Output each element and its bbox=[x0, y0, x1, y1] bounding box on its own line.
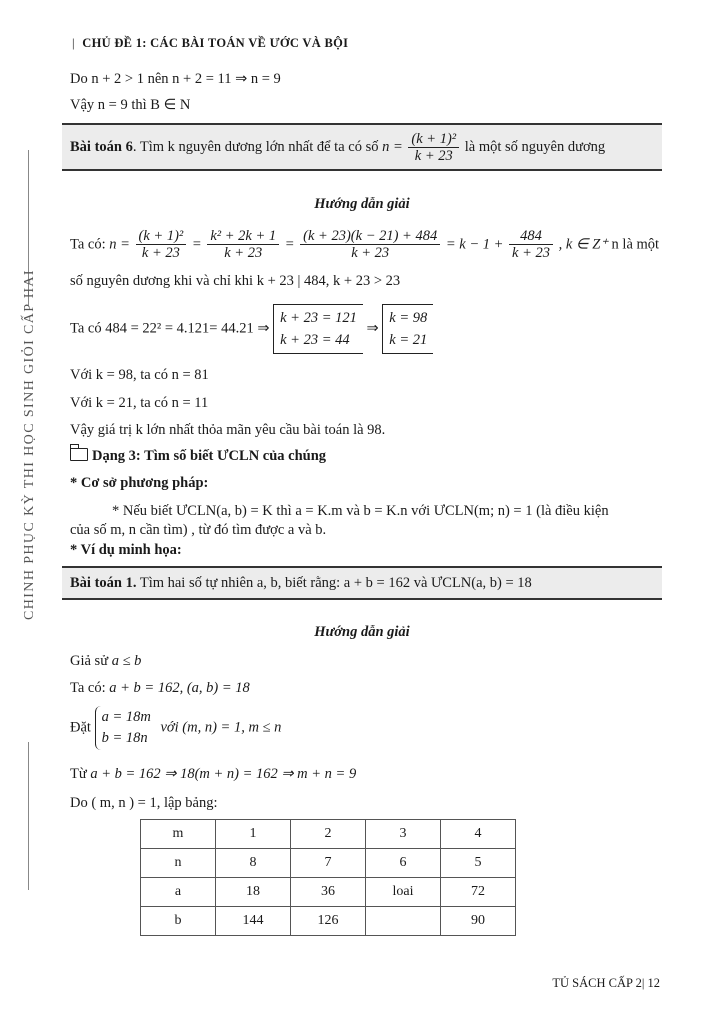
sol1-l1-pre: Giả sử bbox=[70, 653, 112, 669]
table-cell: 1 bbox=[216, 820, 291, 849]
problem-6-label: Bài toán 6 bbox=[70, 139, 133, 155]
method-text-2: của số m, n cần tìm) , từ đó tìm được a và b. bbox=[70, 522, 327, 538]
side-banner-text: CHINH PHỤC KỲ THI HỌC SINH GIỎI CẤP HAI bbox=[22, 269, 37, 620]
guide-title-1: Hướng dẫn giải bbox=[314, 196, 410, 212]
example-title: * Ví dụ minh họa: bbox=[70, 542, 182, 558]
values-table bbox=[140, 819, 516, 936]
sol6-ta-co: Ta có: bbox=[70, 236, 110, 253]
header-title: CHỦ ĐỀ 1: CÁC BÀI TOÁN VỀ ƯỚC VÀ BỘI bbox=[82, 36, 349, 50]
sol1-l3-tail: với (m, n) = 1, m ≤ n bbox=[160, 719, 282, 736]
sol6-frac-1 bbox=[136, 228, 187, 261]
table-cell: n bbox=[141, 849, 216, 878]
table-cell: 36 bbox=[291, 878, 366, 907]
sol1-l2-math: a + b = 162, (a, b) = 18 bbox=[109, 680, 250, 696]
sol6-frac-2 bbox=[207, 228, 279, 261]
intro-line-2: Vậy n = 9 thì B ∈ N bbox=[70, 97, 191, 113]
table-cell: 144 bbox=[216, 907, 291, 936]
table-cell: m bbox=[141, 820, 216, 849]
table-cell: 126 bbox=[291, 907, 366, 936]
sol6-frac-3-den: k + 23 bbox=[351, 245, 390, 261]
table-cell: 7 bbox=[291, 849, 366, 878]
problem-6-tail: là một số nguyên dương bbox=[464, 139, 606, 155]
sol1-system-a: a = 18m bbox=[101, 709, 151, 725]
sol1-line-3 bbox=[70, 706, 281, 750]
sol6-system-1 bbox=[273, 304, 363, 354]
table-cell: 8 bbox=[216, 849, 291, 878]
sol6-frac-4-den: k + 23 bbox=[512, 245, 550, 261]
dang3-title-row bbox=[70, 448, 326, 465]
sol6-arrow: ⇒ bbox=[366, 320, 379, 337]
page-footer: TỦ SÁCH CẤP 2| 12 bbox=[552, 976, 660, 990]
side-rule-bottom bbox=[28, 742, 29, 890]
sol1-l4-math: a + b = 162 ⇒ 18(m + n) = 162 ⇒ m + n = 9 bbox=[90, 766, 357, 782]
table-cell: 4 bbox=[441, 820, 516, 849]
table-cell: a bbox=[141, 878, 216, 907]
problem-6-box bbox=[62, 123, 662, 171]
table-row bbox=[141, 907, 516, 936]
guide-title-2: Hướng dẫn giải bbox=[314, 624, 410, 640]
sol1-line-1 bbox=[70, 653, 141, 670]
problem-6-text: . Tìm k nguyên dương lớn nhất để ta có số bbox=[132, 139, 383, 155]
problem-6-den: k + 23 bbox=[414, 148, 453, 165]
table-cell: b bbox=[141, 907, 216, 936]
sol6-conclusion: Vậy giá trị k lớn nhất thỏa mãn yêu cầu bài toán là 98. bbox=[70, 422, 386, 438]
sol6-frac-1-num: (k + 1)² bbox=[136, 228, 187, 245]
sol1-system-b: b = 18n bbox=[101, 730, 148, 746]
table-cell: 3 bbox=[366, 820, 441, 849]
table-row bbox=[141, 820, 516, 849]
header-bar: | bbox=[72, 36, 75, 50]
sol6-frac-2-num: k² + 2k + 1 bbox=[207, 228, 279, 245]
sol1-line-2 bbox=[70, 680, 250, 697]
sol6-cond: , k ∈ Z⁺ bbox=[558, 236, 608, 253]
sol6-system-1a: k + 23 = 121 bbox=[280, 310, 357, 326]
sol6-result-2: Với k = 21, ta có n = 11 bbox=[70, 395, 209, 411]
table-row bbox=[141, 849, 516, 878]
problem-6-num: (k + 1)² bbox=[408, 131, 459, 148]
sol1-line-4 bbox=[70, 766, 356, 783]
table-cell: 5 bbox=[441, 849, 516, 878]
sol6-line-3 bbox=[70, 304, 433, 354]
sol6-frac-4-num: 484 bbox=[509, 228, 553, 245]
solution-6-equation bbox=[70, 228, 659, 261]
sol1-l4-pre: Từ bbox=[70, 766, 91, 782]
sol6-n-eq: n = bbox=[109, 236, 130, 253]
sol6-frac-1-den: k + 23 bbox=[141, 245, 180, 261]
sol6-system-2a: k = 98 bbox=[389, 310, 428, 326]
sol1-line-5: Do ( m, n ) = 1, lập bảng: bbox=[70, 795, 218, 811]
sol1-l3-pre: Đặt bbox=[70, 719, 95, 736]
intro-line-1: Do n + 2 > 1 nên n + 2 = 11 ⇒ n = 9 bbox=[70, 71, 281, 87]
method-title: * Cơ sở phương pháp: bbox=[70, 475, 209, 491]
table-cell: loai bbox=[366, 878, 441, 907]
sol6-system-1b: k + 23 = 44 bbox=[280, 332, 350, 348]
sol6-mid: = k − 1 + bbox=[445, 236, 504, 253]
sol1-l2-pre: Ta có: bbox=[70, 680, 110, 696]
table-row bbox=[141, 878, 516, 907]
sol6-cond-tail: n là một bbox=[607, 236, 660, 253]
problem-1-box bbox=[62, 566, 662, 600]
sol1-system bbox=[95, 706, 157, 750]
sol6-result-1: Với k = 98, ta có n = 81 bbox=[70, 367, 209, 383]
table-cell: 90 bbox=[441, 907, 516, 936]
sol6-frac-3-num: (k + 23)(k − 21) + 484 bbox=[300, 228, 440, 245]
problem-6-fraction bbox=[408, 131, 459, 164]
table-cell: 72 bbox=[441, 878, 516, 907]
table-cell: 18 bbox=[216, 878, 291, 907]
sol6-system-2 bbox=[382, 304, 433, 354]
sol6-eq-1: = bbox=[191, 236, 202, 253]
page-header bbox=[72, 36, 348, 51]
table-cell: 2 bbox=[291, 820, 366, 849]
folder-icon bbox=[70, 448, 88, 461]
sol6-frac-2-den: k + 23 bbox=[224, 245, 263, 261]
sol6-system-2b: k = 21 bbox=[389, 332, 428, 348]
table-cell bbox=[366, 907, 441, 936]
dang3-title: Dạng 3: Tìm số biết ƯCLN của chúng bbox=[92, 448, 327, 464]
sol6-eq-2: = bbox=[284, 236, 295, 253]
problem-6-n-eq: n = bbox=[382, 139, 403, 155]
sol1-l1-math: a ≤ b bbox=[111, 653, 142, 669]
table-cell: 6 bbox=[366, 849, 441, 878]
problem-1-text: Tìm hai số tự nhiên a, b, biết rằng: a + b = 162 và ƯCLN(a, b) = 18 bbox=[136, 575, 532, 591]
sol6-frac-3 bbox=[300, 228, 440, 261]
sol6-frac-4 bbox=[509, 228, 553, 261]
method-text-1: * Nếu biết ƯCLN(a, b) = K thì a = K.m và b = K.n với ƯCLN(m; n) = 1 (là điều kiện bbox=[112, 503, 609, 519]
problem-1-label: Bài toán 1. bbox=[70, 575, 137, 591]
sol6-line-2: số nguyên dương khi và chỉ khi k + 23 | 484, k + 23 > 23 bbox=[70, 273, 401, 289]
sol6-line-3-pre: Ta có 484 = 22² = 4.121= 44.21 ⇒ bbox=[70, 320, 270, 337]
